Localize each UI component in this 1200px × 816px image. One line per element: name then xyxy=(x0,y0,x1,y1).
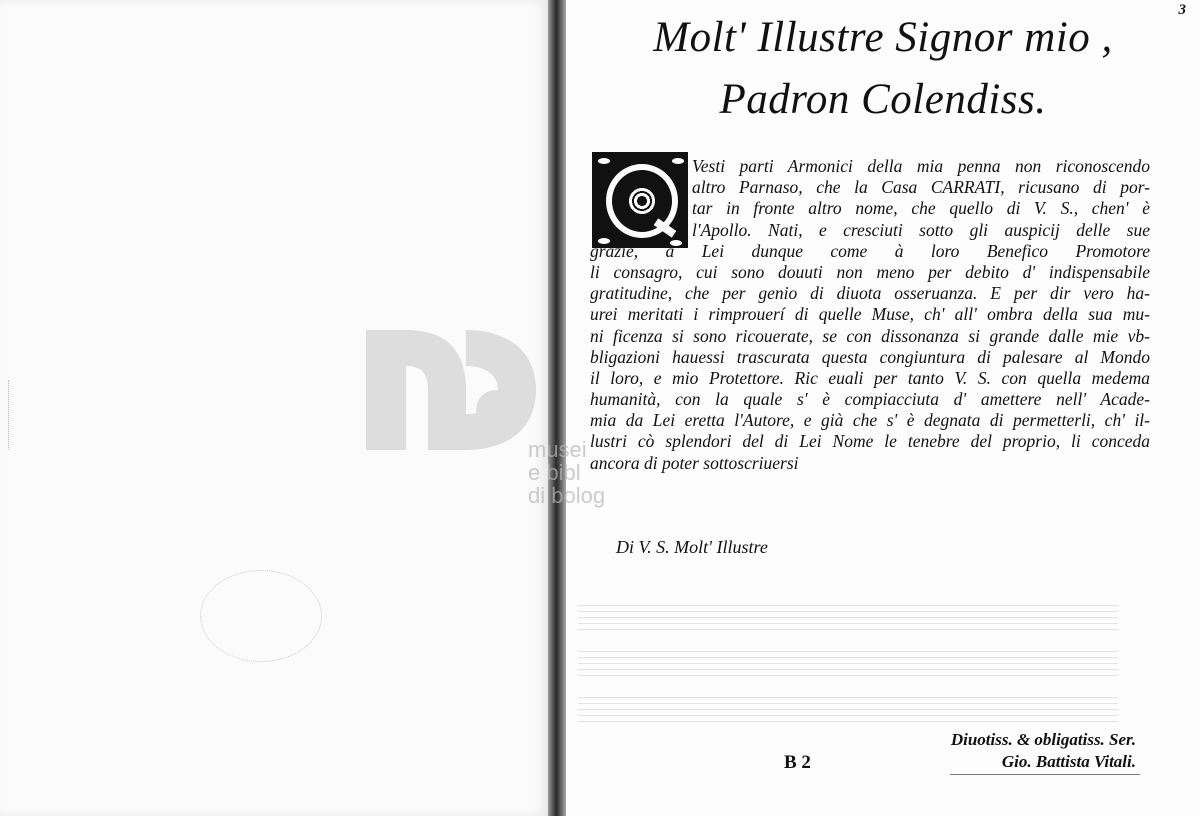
body-line: bligazioni hauessi trascurata questa congiuntura di palesare al Mondo xyxy=(590,346,1150,367)
library-watermark-text: musei e bibl di bolog xyxy=(528,437,606,508)
body-line: humanità, con la quale s' è compiacciuta d' amettere nell' Acade- xyxy=(590,389,1150,410)
signature-line-2: Gio. Battista Vitali. xyxy=(1001,752,1136,771)
body-line: altro Parnaso, che la Casa CARRATI, ricusano di por- xyxy=(692,177,1150,198)
signature-rule xyxy=(950,774,1140,775)
dedication-body xyxy=(590,156,1150,474)
dedication-title-line-2: Padron Colendiss. xyxy=(719,76,1047,123)
right-page xyxy=(566,0,1200,816)
dedication-title-line-1: Molt' Illustre Signor mio , xyxy=(653,14,1113,61)
body-line: lustri cò splendori del di Lei Nome le tenebre del proprio, li conceda xyxy=(590,431,1150,452)
signature-mark: B 2 xyxy=(784,752,811,773)
signature-line-1: Diuotiss. & obligatiss. Ser. xyxy=(950,730,1136,749)
show-through-staff xyxy=(578,600,1118,630)
body-line: mia da Lei eretta l'Autore, e già che s' è degnata di permetterli, ch' il- xyxy=(590,410,1150,431)
paper-stain xyxy=(200,570,322,662)
body-line: ni ficenza si sono ricouerate, se con dissonanza si grande dalle mie vb- xyxy=(590,325,1150,346)
body-line: tar in fronte altro nome, che quello di V. S., chen' è xyxy=(692,198,1150,219)
show-through-staff xyxy=(578,692,1118,722)
show-through-staff xyxy=(578,646,1118,676)
paper-edge-mark xyxy=(8,380,27,450)
body-line: ancora di poter sottoscriuersi xyxy=(590,452,799,473)
body-line: li consagro, cui sono douuti non meno per debito d' indispensabile xyxy=(590,261,1150,282)
body-line: gratitudine, che per genio di diuota osseruanza. E per dir vero ha- xyxy=(590,283,1150,304)
salutation: Di V. S. Molt' Illustre xyxy=(616,537,768,557)
body-line: l'Apollo. Nati, e cresciuti sotto gli auspicij delle sue xyxy=(692,219,1150,240)
body-line: Vesti parti Armonici della mia penna non riconoscendo xyxy=(692,156,1150,176)
body-line: urei meritati i rimprouerí di quelle Muse, ch' all' ombra della sua mu- xyxy=(590,304,1150,325)
body-line: il loro, e mio Protettore. Ric euali per tanto V. S. con quella medema xyxy=(590,367,1150,388)
page-number: 3 xyxy=(1178,2,1186,18)
body-line: grazie, à Lei dunque come à loro Benefico Promotore xyxy=(590,240,1150,261)
